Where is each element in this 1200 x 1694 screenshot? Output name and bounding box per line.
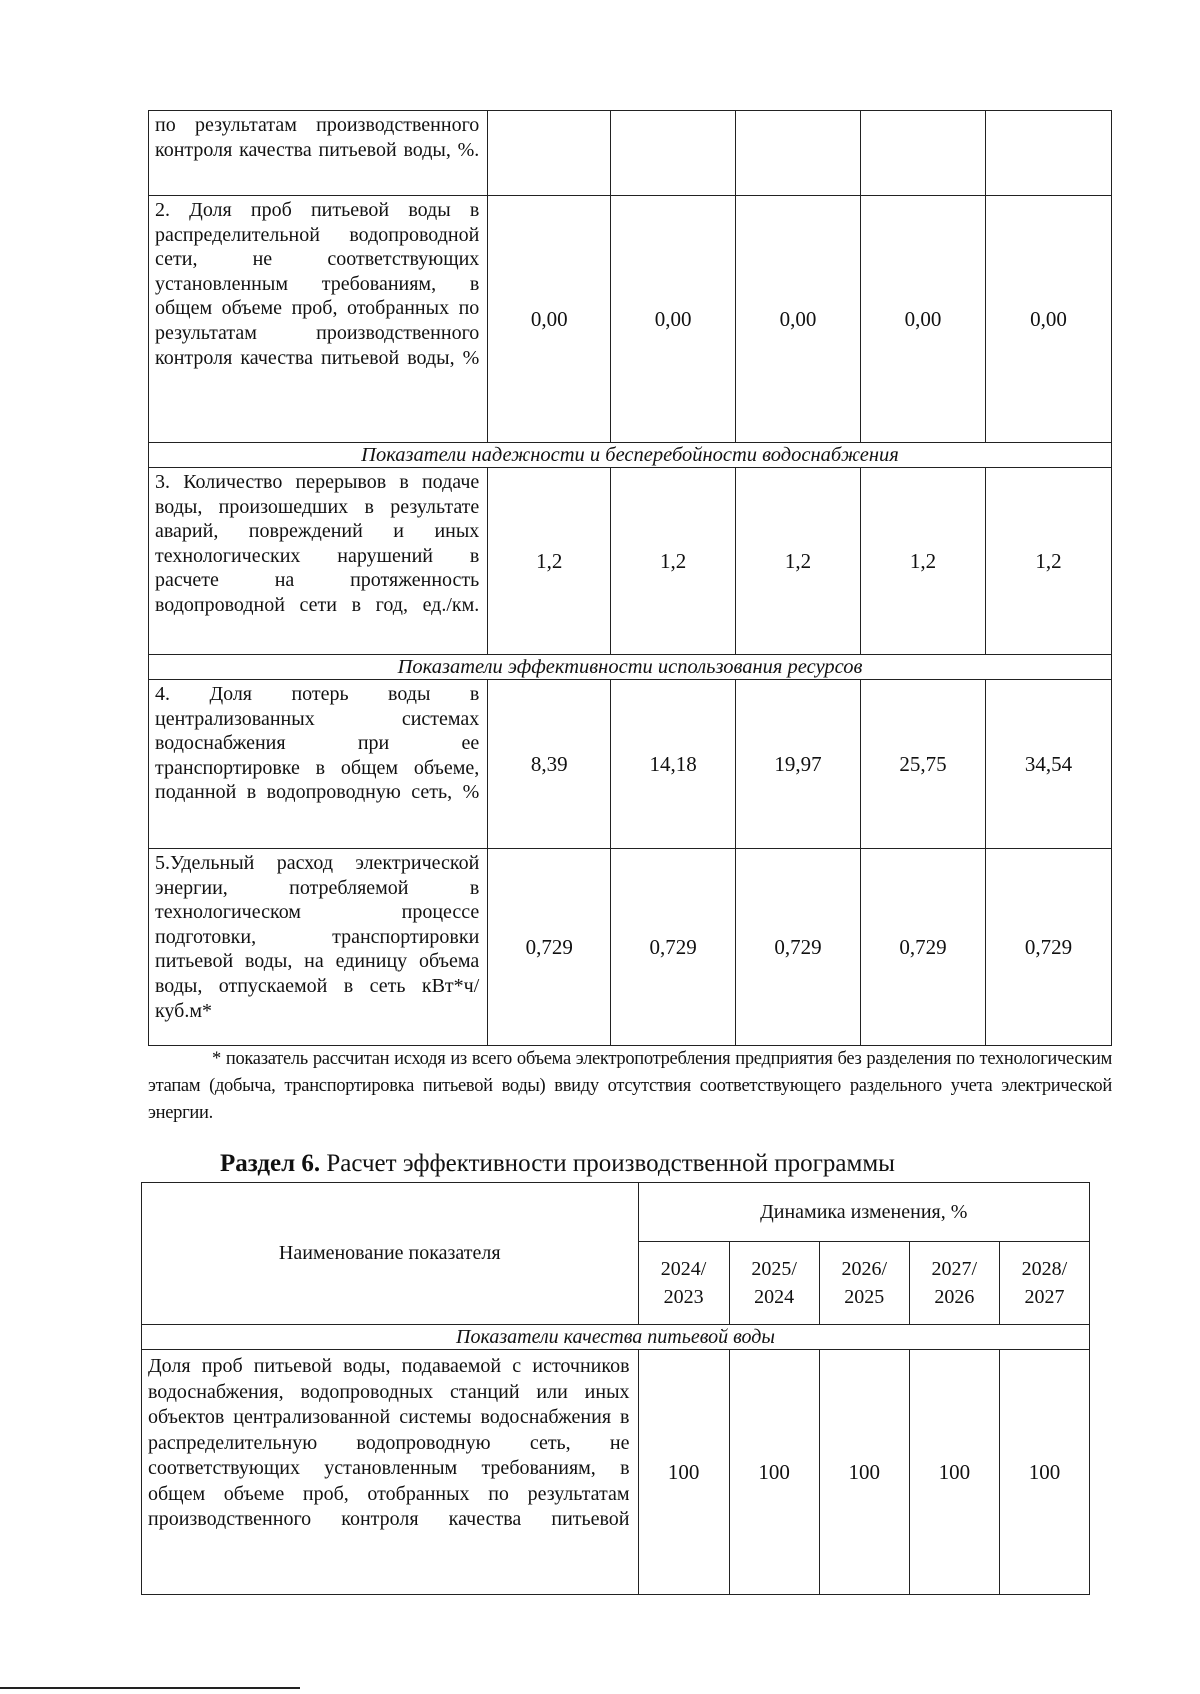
header-dynamics: Динамика изменения, %	[638, 1183, 1089, 1242]
value-cell: 1,2	[736, 468, 861, 655]
year-header: 2028/ 2027	[999, 1242, 1089, 1325]
value-cell: 14,18	[611, 680, 736, 849]
section-heading: Показатели эффективности использования ресурсов	[149, 655, 1112, 680]
value-cell: 1,2	[488, 468, 611, 655]
indicator-label: 4. Доля потерь воды в централизованных системах водоснабжения при ее транспортировке в общем объеме, поданной в водопроводную сеть, %	[149, 680, 488, 849]
footnote-text: * показатель рассчитан исходя из всего объема электропотребления предприятия без разделения по технологическим этапам (добыча, транспортировка питьевой воды) ввиду отсутствия соответствующего раздельного учета электрической энергии.	[148, 1049, 1112, 1123]
footnote	[148, 1046, 1112, 1127]
value-cell: 0,00	[985, 196, 1111, 443]
year-header: 2024/ 2023	[638, 1242, 729, 1325]
section-heading: Показатели надежности и бесперебойности водоснабжения	[149, 443, 1112, 468]
efficiency-table	[141, 1182, 1090, 1595]
table-row	[149, 680, 1112, 849]
value-cell: 25,75	[860, 680, 985, 849]
table-row	[149, 196, 1112, 443]
header-indicator-name: Наименование показателя	[142, 1183, 639, 1325]
table-row	[149, 468, 1112, 655]
indicator-label: 2. Доля проб питьевой воды в распределительной водопроводной сети, не соответствующих установленным требованиям, в общем объеме проб, отобранных по результатам производственного контроля качества питьевой воды, %	[149, 196, 488, 443]
year-header: 2026/ 2025	[819, 1242, 909, 1325]
table-row	[149, 111, 1112, 196]
footer-rule	[0, 1687, 300, 1689]
table-row	[149, 849, 1112, 1046]
value-cell: 0,729	[985, 849, 1111, 1046]
section-row	[149, 655, 1112, 680]
value-cell: 0,00	[860, 196, 985, 443]
value-cell: 19,97	[736, 680, 861, 849]
value-cell: 34,54	[985, 680, 1111, 849]
table-row	[142, 1350, 1090, 1595]
value-cell: 100	[729, 1350, 819, 1595]
value-cell: 100	[819, 1350, 909, 1595]
value-cell: 100	[638, 1350, 729, 1595]
value-cell: 0,729	[860, 849, 985, 1046]
value-cell	[611, 111, 736, 196]
indicator-label: по результатам производственного контроля качества питьевой воды, %.	[149, 111, 488, 196]
value-cell: 0,729	[488, 849, 611, 1046]
year-header: 2027/ 2026	[909, 1242, 999, 1325]
value-cell: 8,39	[488, 680, 611, 849]
value-cell: 100	[999, 1350, 1089, 1595]
indicators-table-body	[149, 111, 1112, 1046]
section-heading: Показатели качества питьевой воды	[142, 1325, 1090, 1350]
indicators-table	[148, 110, 1112, 1046]
indicator-label: 5.Удельный расход электрической энергии, потребляемой в технологическом процессе подготовки, транспортировки питьевой воды, на единицу объема воды, отпускаемой в сеть кВт*ч/куб.м*	[149, 849, 488, 1046]
section-row	[149, 443, 1112, 468]
value-cell	[736, 111, 861, 196]
value-cell: 0,729	[611, 849, 736, 1046]
value-cell	[860, 111, 985, 196]
value-cell: 0,00	[736, 196, 861, 443]
value-cell: 1,2	[611, 468, 736, 655]
section6-title-number: Раздел 6.	[220, 1150, 321, 1177]
value-cell: 1,2	[985, 468, 1111, 655]
indicator-label: Доля проб питьевой воды, подаваемой с источников водоснабжения, водопроводных станций или иных объектов централизованной системы водоснабжения в распределительную водопроводную сеть, не соответствующих установленным требованиям, в общем объеме проб, отобранных по результатам производственного контроля качества питьевой	[142, 1350, 639, 1595]
value-cell: 0,00	[488, 196, 611, 443]
value-cell: 0,00	[611, 196, 736, 443]
value-cell: 1,2	[860, 468, 985, 655]
value-cell	[488, 111, 611, 196]
value-cell: 100	[909, 1350, 999, 1595]
year-header: 2025/ 2024	[729, 1242, 819, 1325]
section6-title-text: Расчет эффективности производственной программы	[320, 1150, 895, 1177]
value-cell	[985, 111, 1111, 196]
value-cell: 0,729	[736, 849, 861, 1046]
section6-title	[220, 1150, 895, 1178]
indicator-label: 3. Количество перерывов в подаче воды, произошедших в результате аварий, повреждений и иных технологических нарушений в расчете на протяженность водопроводной сети в год, ед./км.	[149, 468, 488, 655]
